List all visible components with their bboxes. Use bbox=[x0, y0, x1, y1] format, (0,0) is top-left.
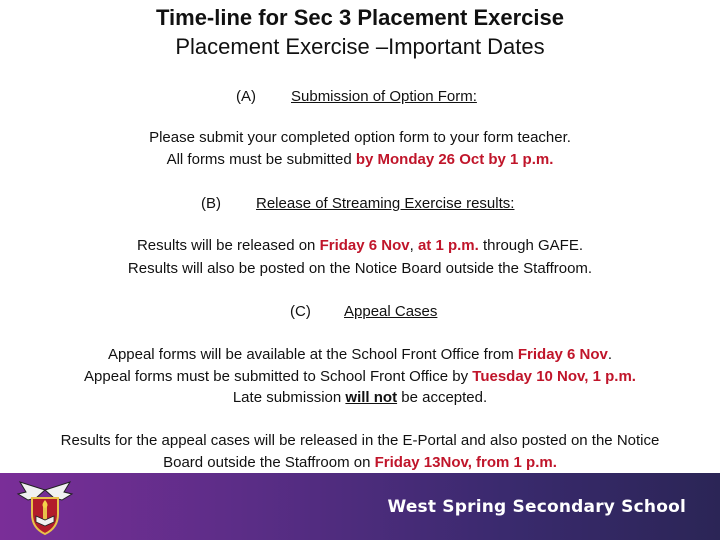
school-name: West Spring Secondary School bbox=[387, 497, 686, 517]
section-b-comma: , bbox=[409, 237, 418, 254]
section-b-time: at 1 p.m. bbox=[417, 237, 479, 254]
section-a-label: (A) bbox=[236, 88, 256, 105]
final-date: Friday 13Nov, from 1 p.m. bbox=[374, 454, 557, 471]
section-a-line-1: Please submit your completed option form to your form teacher. bbox=[149, 129, 571, 146]
final-line-2 bbox=[0, 453, 720, 473]
school-crest-icon bbox=[14, 476, 76, 538]
section-c-line-3 bbox=[0, 388, 720, 408]
section-c-available-date: Friday 6 Nov bbox=[517, 346, 608, 363]
section-c-line-2-text: Appeal forms must be submitted to School Front Office by bbox=[84, 368, 473, 385]
section-b-line-1-post: through GAFE. bbox=[478, 237, 584, 254]
section-a-line-2 bbox=[0, 150, 720, 170]
final-line-2-text: Board outside the Staffroom on bbox=[163, 454, 375, 471]
section-c-line-3-post: be accepted. bbox=[397, 389, 488, 406]
section-c-line-1 bbox=[0, 345, 720, 365]
section-c-line-1-post: . bbox=[607, 346, 613, 363]
section-a-line-2-text: All forms must be submitted bbox=[166, 151, 356, 168]
section-b-line-2: Results will also be posted on the Notice Board outside the Staffroom. bbox=[127, 260, 593, 277]
page-title: Time-line for Sec 3 Placement Exercise bbox=[155, 5, 565, 30]
section-a-deadline: by Monday 26 Oct by 1 p.m. bbox=[355, 151, 554, 168]
section-c-label: (C) bbox=[290, 303, 311, 320]
section-c-deadline: Tuesday 10 Nov, 1 p.m. bbox=[472, 368, 636, 385]
section-c-line-1-text: Appeal forms will be available at the School Front Office from bbox=[107, 346, 518, 363]
section-c-line-2 bbox=[0, 367, 720, 387]
section-b-heading: Release of Streaming Exercise results: bbox=[256, 195, 515, 212]
page-subtitle: Placement Exercise –Important Dates bbox=[175, 34, 545, 59]
section-a-heading: Submission of Option Form: bbox=[291, 88, 477, 105]
section-c-will-not: will not bbox=[345, 389, 398, 406]
section-c-line-3-pre: Late submission bbox=[232, 389, 346, 406]
section-b-date: Friday 6 Nov bbox=[319, 237, 410, 254]
section-c-heading: Appeal Cases bbox=[344, 303, 438, 320]
section-b-line-1-text: Results will be released on bbox=[136, 237, 320, 254]
final-line-1: Results for the appeal cases will be released in the E-Portal and also posted on the Notice bbox=[60, 432, 660, 449]
section-b-line-1 bbox=[0, 236, 720, 256]
section-b-label: (B) bbox=[201, 195, 221, 212]
